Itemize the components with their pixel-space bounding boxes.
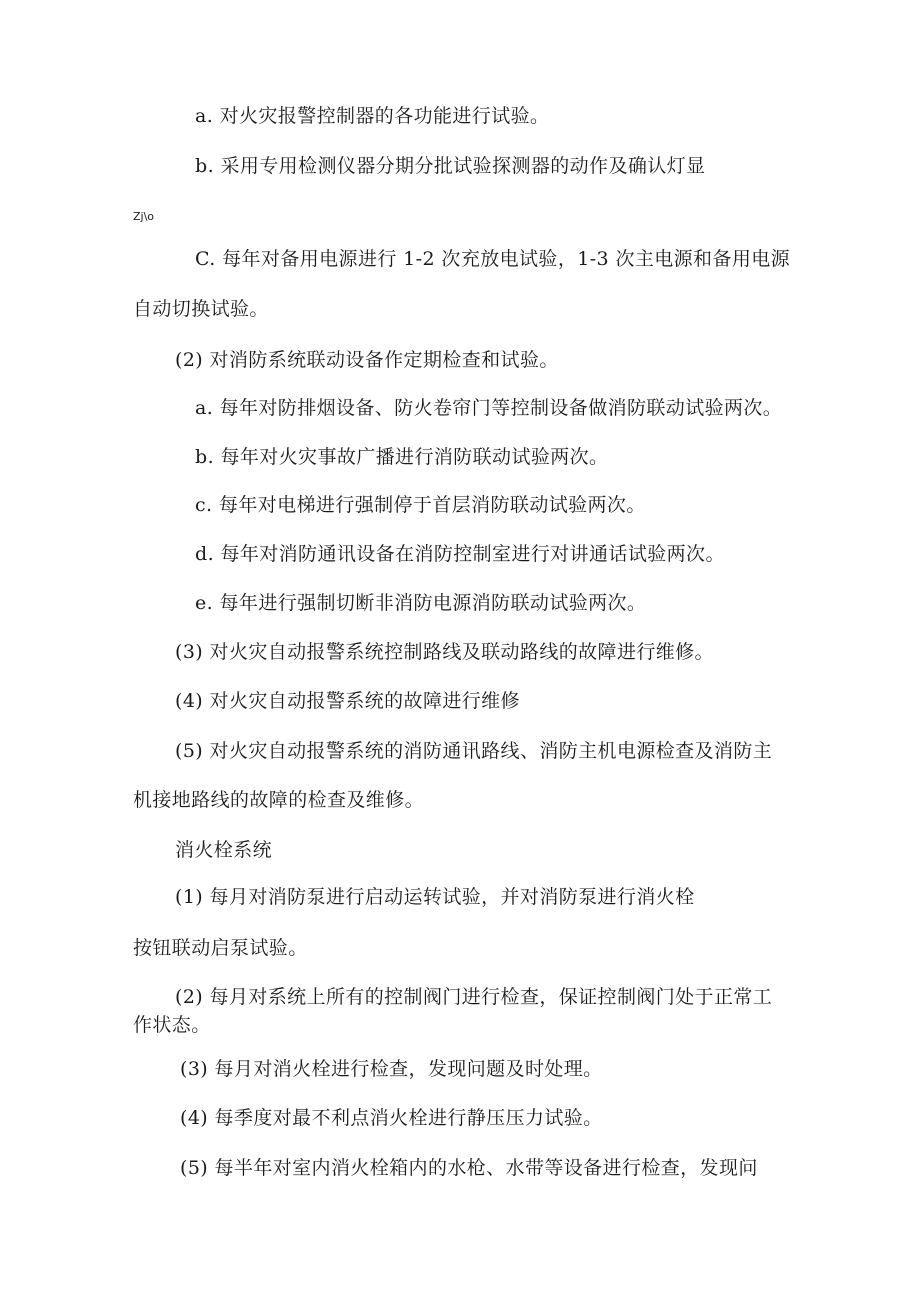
hydrant-item-2-continuation: 作状态。 — [133, 1014, 211, 1036]
ocr-fragment: Zj\o — [133, 210, 155, 223]
item-c-backup-power-test: C. 每年对备用电源进行 1-2 次充放电试验，1-3 次主电源和备用电源 — [195, 248, 791, 270]
item-b-broadcast-test: b. 每年对火灾事故广播进行消防联动试验两次。 — [195, 446, 609, 468]
hydrant-item-1: (1) 每月对消防泵进行启动运转试验，并对消防泵进行消火栓 — [175, 886, 695, 908]
hydrant-system-heading: 消火栓系统 — [175, 839, 273, 861]
item-a-smoke-exhaust-test: a. 每年对防排烟设备、防火卷帘门等控制设备做消防联动试验两次。 — [195, 397, 783, 419]
item-a-alarm-controller-test: a. 对火灾报警控制器的各功能进行试验。 — [195, 105, 550, 127]
section-5-maintenance: (5) 对火灾自动报警系统的消防通讯路线、消防主机电源检查及消防主 — [175, 740, 773, 762]
section-4-maintenance: (4) 对火灾自动报警系统的故障进行维修 — [175, 690, 520, 712]
hydrant-item-1-continuation: 按钮联动启泵试验。 — [133, 937, 308, 959]
hydrant-item-4: (4) 每季度对最不利点消火栓进行静压压力试验。 — [180, 1107, 603, 1129]
section-2-heading: (2) 对消防系统联动设备作定期检查和试验。 — [175, 349, 559, 371]
item-d-intercom-test: d. 每年对消防通讯设备在消防控制室进行对讲通话试验两次。 — [195, 543, 725, 565]
item-e-power-cutoff-test: e. 每年进行强制切断非消防电源消防联动试验两次。 — [195, 592, 647, 614]
hydrant-item-2: (2) 每月对系统上所有的控制阀门进行检查，保证控制阀门处于正常工 — [175, 986, 773, 1008]
item-c-continuation: 自动切换试验。 — [133, 298, 269, 320]
section-3-maintenance: (3) 对火灾自动报警系统控制路线及联动路线的故障进行维修。 — [175, 641, 714, 663]
hydrant-item-5: (5) 每半年对室内消火栓箱内的水枪、水带等设备进行检查，发现问 — [180, 1157, 758, 1179]
section-5-continuation: 机接地路线的故障的检查及维修。 — [133, 789, 425, 811]
hydrant-item-3: (3) 每月对消火栓进行检查，发现问题及时处理。 — [180, 1058, 603, 1080]
item-b-detector-test: b. 采用专用检测仪器分期分批试验探测器的动作及确认灯显 — [195, 155, 706, 177]
item-c-elevator-test: c. 每年对电梯进行强制停于首层消防联动试验两次。 — [195, 494, 646, 516]
